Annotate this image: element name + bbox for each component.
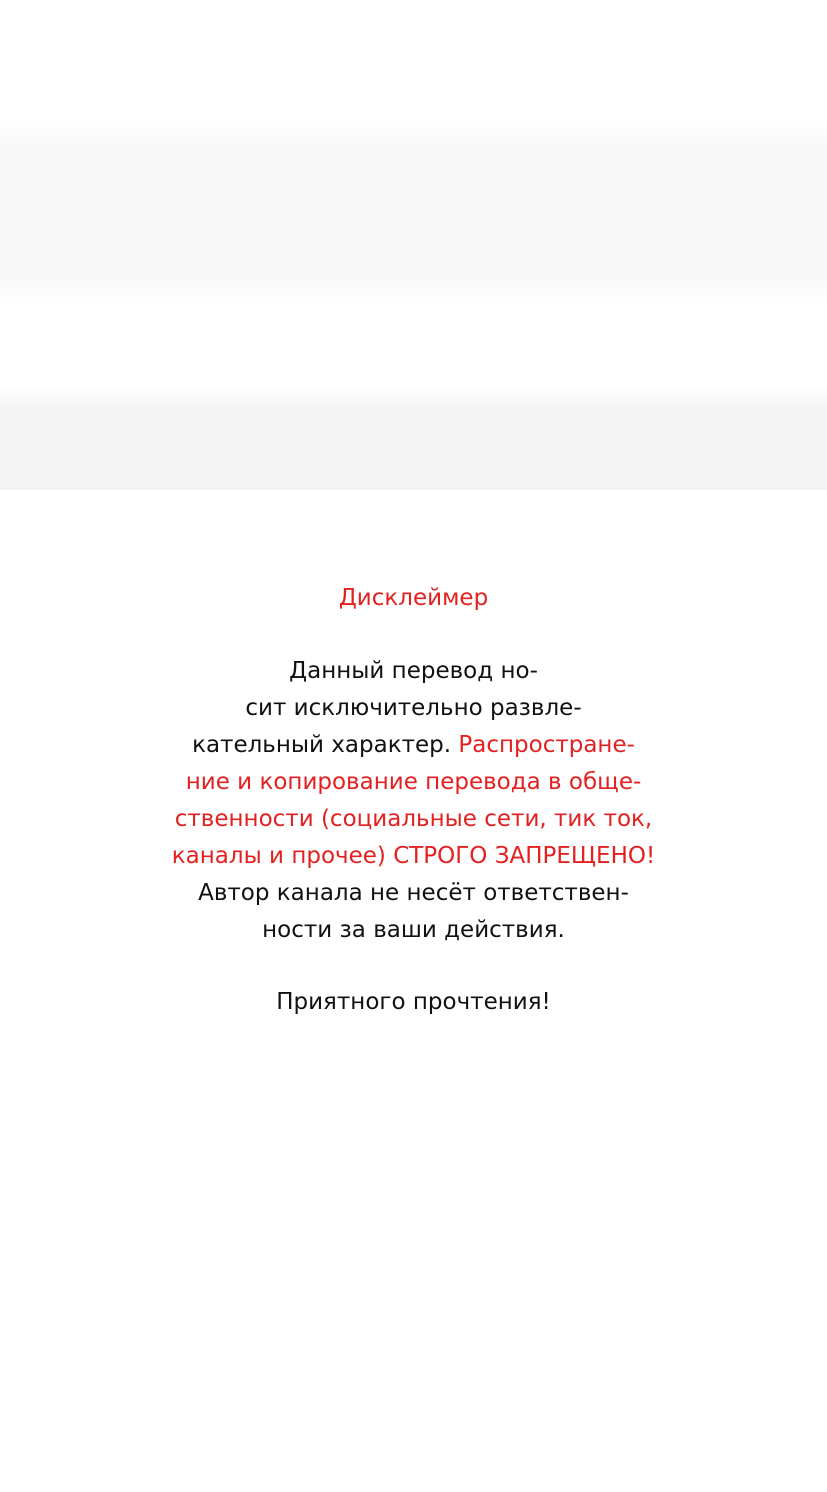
line-text: Данный перевод но- [289, 658, 538, 684]
disclaimer-line [0, 690, 827, 727]
line-text: кательный характер. [192, 732, 459, 758]
disclaimer-line [0, 764, 827, 801]
disclaimer-body [0, 653, 827, 949]
faded-background-band [0, 120, 827, 305]
line-text: Автор канала не несёт ответствен- [198, 880, 629, 906]
line-warning-text: Распростране- [458, 732, 635, 758]
line-text: ности за ваши действия. [262, 917, 565, 943]
faded-background-band [0, 385, 827, 490]
disclaimer-title: Дисклеймер [338, 585, 489, 611]
line-warning-text: ственности (социальные сети, тик ток, [174, 806, 653, 832]
disclaimer-line [0, 801, 827, 838]
disclaimer-line [0, 875, 827, 912]
band-edge [0, 486, 827, 488]
disclaimer-line [0, 653, 827, 690]
disclaimer-line [0, 838, 827, 875]
disclaimer-line [0, 912, 827, 949]
closing-message: Приятного прочтения! [276, 989, 551, 1015]
line-warning-text: ние и копирование перевода в обще- [185, 769, 642, 795]
line-text: сит исключительно развле- [245, 695, 582, 721]
disclaimer-line [0, 727, 827, 764]
line-warning-text: каналы и прочее) СТРОГО ЗАПРЕЩЕНО! [171, 843, 656, 869]
